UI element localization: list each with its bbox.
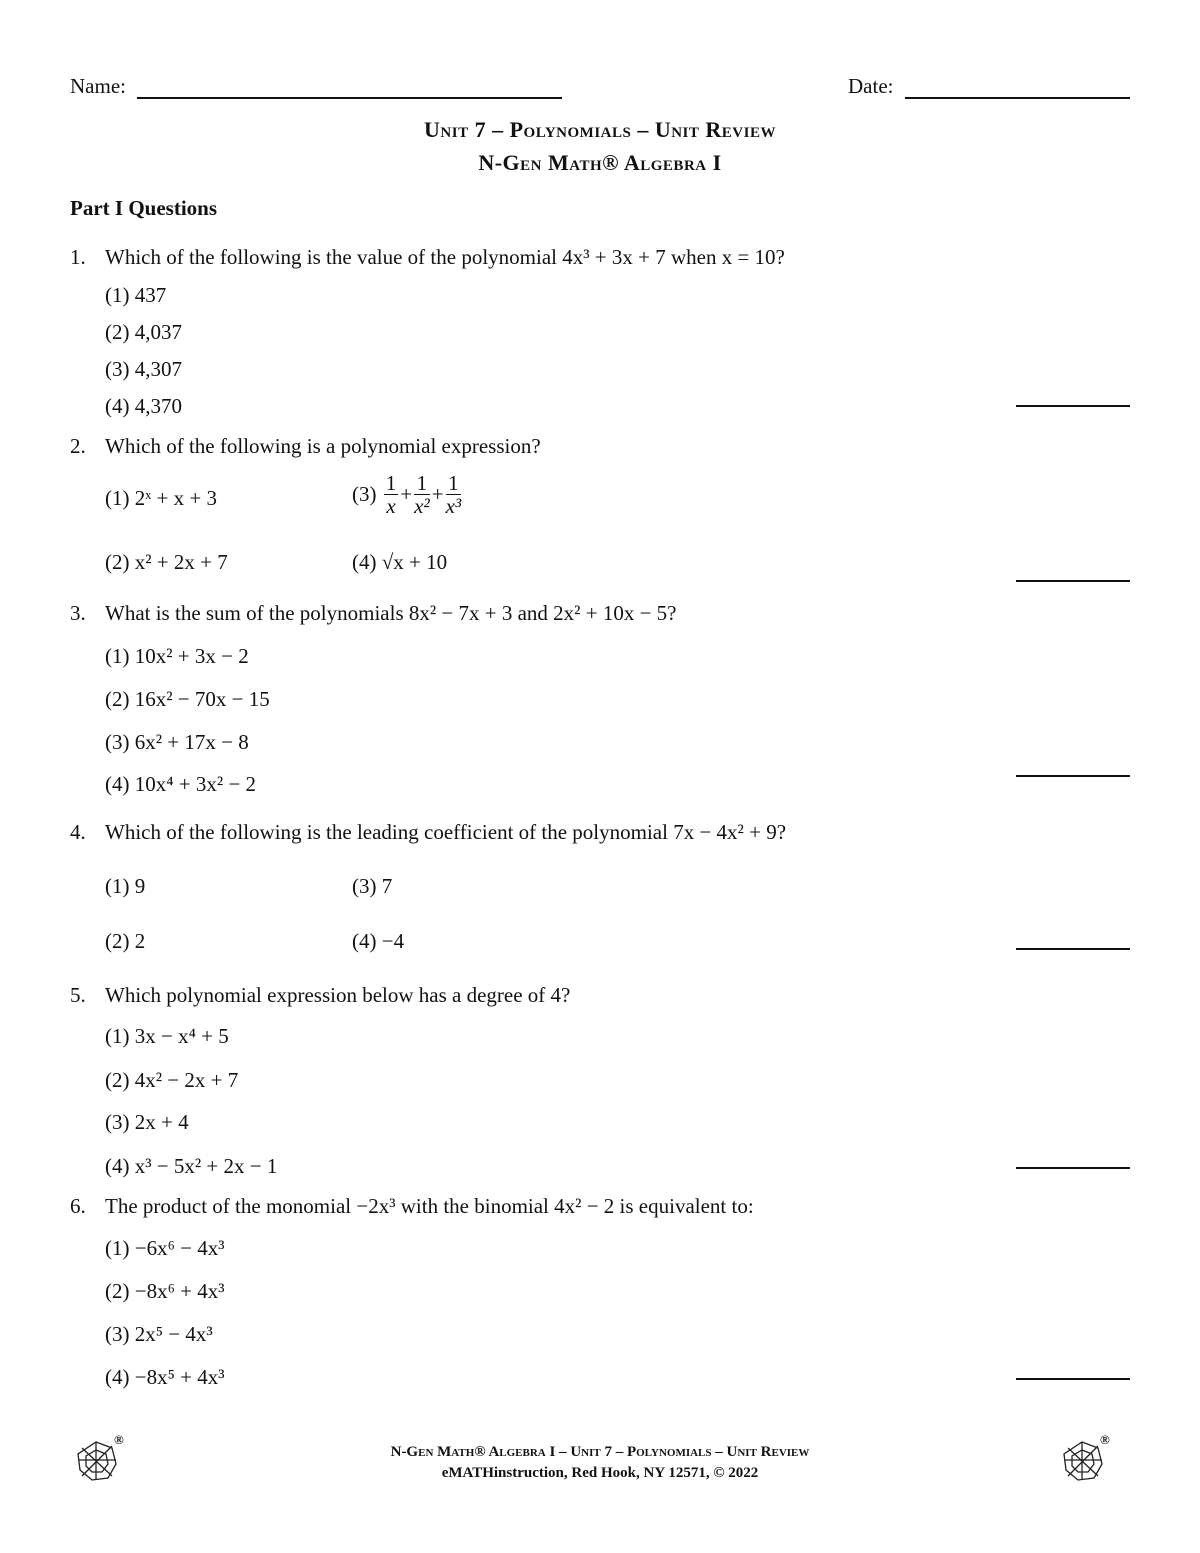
question-3-choice-1[interactable]: (1) 10x² + 3x − 2 (105, 644, 249, 668)
question-2-text: Which of the following is a polynomial expression? (105, 434, 541, 458)
question-2-choice-2[interactable]: (2) x² + 2x + 7 (105, 550, 228, 574)
question-4-choice-1[interactable]: (1) 9 (105, 874, 146, 898)
question-6-answer-line[interactable] (1016, 1378, 1130, 1380)
question-5-answer-line[interactable] (1016, 1167, 1130, 1169)
question-6-choice-3[interactable]: (3) 2x⁵ − 4x³ (105, 1322, 213, 1346)
plus-sign: + (431, 482, 444, 506)
question-1-number: 1. (70, 245, 86, 269)
date-field[interactable] (905, 97, 1130, 99)
question-6-number: 6. (70, 1194, 86, 1218)
question-1-choice-3[interactable]: (3) 4,307 (105, 357, 182, 381)
question-2-choice-3-label: (3) (352, 482, 377, 506)
plus-sign: + (400, 482, 413, 506)
date-label: Date: (848, 74, 894, 98)
question-5-choice-2[interactable]: (2) 4x² − 2x + 7 (105, 1068, 239, 1092)
fraction-numerator: 1 (414, 472, 430, 495)
question-4-number: 4. (70, 820, 86, 844)
question-4-text: Which of the following is the leading coefficient of the polynomial 7x − 4x² + 9? (105, 820, 787, 844)
fraction-1-over-x-cubed (446, 472, 462, 517)
question-1-text: Which of the following is the value of the polynomial 4x³ + 3x + 7 when x = 10? (105, 245, 785, 269)
name-label: Name: (70, 74, 126, 98)
question-5-choice-4[interactable]: (4) x³ − 5x² + 2x − 1 (105, 1154, 278, 1178)
part-heading: Part I Questions (70, 196, 217, 220)
question-3-choice-2[interactable]: (2) 16x² − 70x − 15 (105, 687, 270, 711)
question-1-answer-line[interactable] (1016, 405, 1130, 407)
fraction-denominator: x² (414, 494, 430, 518)
question-5-number: 5. (70, 983, 86, 1007)
question-2-answer-line[interactable] (1016, 580, 1130, 582)
question-2-number: 2. (70, 434, 86, 458)
question-1-choice-4[interactable]: (4) 4,370 (105, 394, 182, 418)
footer-publisher: eMATHinstruction, Red Hook, NY 12571, © 2022 (441, 1465, 759, 1481)
question-3-choice-4[interactable]: (4) 10x⁴ + 3x² − 2 (105, 772, 257, 796)
fraction-1-over-x-squared (414, 472, 430, 517)
question-4-choice-4[interactable]: (4) −4 (352, 929, 405, 953)
fraction-denominator: x³ (445, 494, 462, 518)
question-3-answer-line[interactable] (1016, 775, 1130, 777)
fraction-denominator: x (386, 494, 396, 518)
question-1-choice-2[interactable]: (2) 4,037 (105, 320, 182, 344)
question-6-choice-2[interactable]: (2) −8x⁶ + 4x³ (105, 1279, 225, 1303)
question-5-text: Which polynomial expression below has a degree of 4? (105, 983, 571, 1007)
question-6-text: The product of the monomial −2x³ with the binomial 4x² − 2 is equivalent to: (105, 1194, 754, 1218)
question-4-choice-3[interactable]: (3) 7 (352, 874, 393, 898)
question-4-choice-2[interactable]: (2) 2 (105, 929, 146, 953)
fraction-numerator: 1 (385, 471, 397, 495)
question-5-choice-3[interactable]: (3) 2x + 4 (105, 1110, 189, 1134)
footer-title: N-Gen Math® Algebra I – Unit 7 – Polynomials – Unit Review (390, 1444, 810, 1460)
question-2-choice-3[interactable] (352, 472, 463, 517)
fraction-numerator: 1 (446, 472, 462, 495)
name-field[interactable] (137, 97, 562, 99)
question-2-choice-1[interactable]: (1) 2ˣ + x + 3 (105, 486, 217, 510)
question-4-answer-line[interactable] (1016, 948, 1130, 950)
question-3-choice-3[interactable]: (3) 6x² + 17x − 8 (105, 730, 249, 754)
course-title: N-Gen Math® Algebra I (478, 150, 722, 175)
registered-mark: ® (1100, 1432, 1110, 1447)
question-6-choice-1[interactable]: (1) −6x⁶ − 4x³ (105, 1236, 225, 1260)
question-3-number: 3. (70, 601, 86, 625)
question-5-choice-1[interactable]: (1) 3x − x⁴ + 5 (105, 1024, 229, 1048)
question-2-choice-4[interactable]: (4) √x + 10 (352, 550, 448, 574)
registered-mark: ® (114, 1432, 124, 1447)
page-title: Unit 7 – Polynomials – Unit Review (424, 117, 776, 142)
question-3-text: What is the sum of the polynomials 8x² − 7x + 3 and 2x² + 10x − 5? (105, 601, 677, 625)
question-6-choice-4[interactable]: (4) −8x⁵ + 4x³ (105, 1365, 225, 1389)
fraction-1-over-x (384, 472, 399, 517)
question-1-choice-1[interactable]: (1) 437 (105, 283, 167, 307)
